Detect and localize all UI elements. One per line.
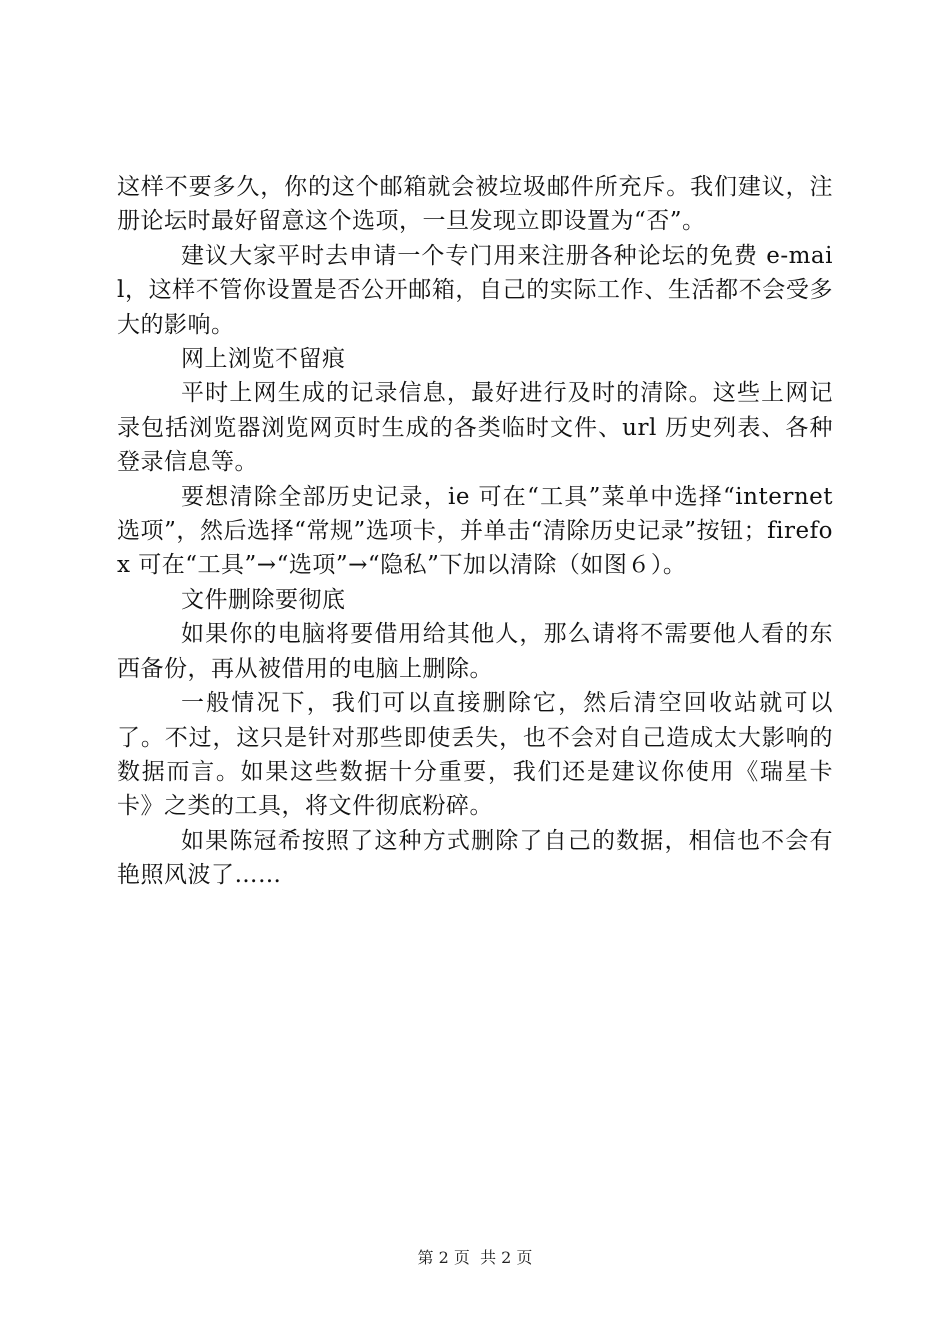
paragraph-2: 建议大家平时去申请一个专门用来注册各种论坛的免费 e-mail，这样不管你设置是否公开邮箱，自己的实际工作、生活都不会受多大的影响。 [117,242,833,338]
page-footer [0,1245,950,1268]
paragraph-1: 这样不要多久，你的这个邮箱就会被垃圾邮件所充斥。我们建议，注册论坛时最好留意这个选项，一旦发现立即设置为“否”。 [117,174,833,235]
page-number-label: 第 2 页 共 2 页 [417,1248,533,1267]
section-heading-file-deletion: 文件删除要彻底 [181,586,346,613]
paragraph-3: 平时上网生成的记录信息，最好进行及时的清除。这些上网记录包括浏览器浏览网页时生成的各类临时文件、url 历史列表、各种登录信息等。 [117,380,833,476]
section-heading-browsing: 网上浏览不留痕 [181,346,346,373]
paragraph-7: 如果陈冠希按照了这种方式删除了自己的数据，相信也不会有艳照风波了…… [117,827,833,889]
paragraph-4: 要想清除全部历史记录，ie 可在“工具”菜单中选择“internet 选项”，然后选择“常规”选项卡，并单击“清除历史记录”按钮；firefox 可在“工具”→“选项”→“隐私”下加以清除（如图６）。 [117,483,833,579]
paragraph-6: 一般情况下，我们可以直接删除它，然后清空回收站就可以了。不过，这只是针对那些即使丢失，也不会对自己造成太大影响的数据而言。如果这些数据十分重要，我们还是建议你使用《瑞星卡卡》之类的工具，将文件彻底粉碎。 [117,690,833,820]
paragraph-5: 如果你的电脑将要借用给其他人，那么请将不需要他人看的东西备份，再从被借用的电脑上删除。 [117,621,833,682]
document-body [117,170,833,893]
